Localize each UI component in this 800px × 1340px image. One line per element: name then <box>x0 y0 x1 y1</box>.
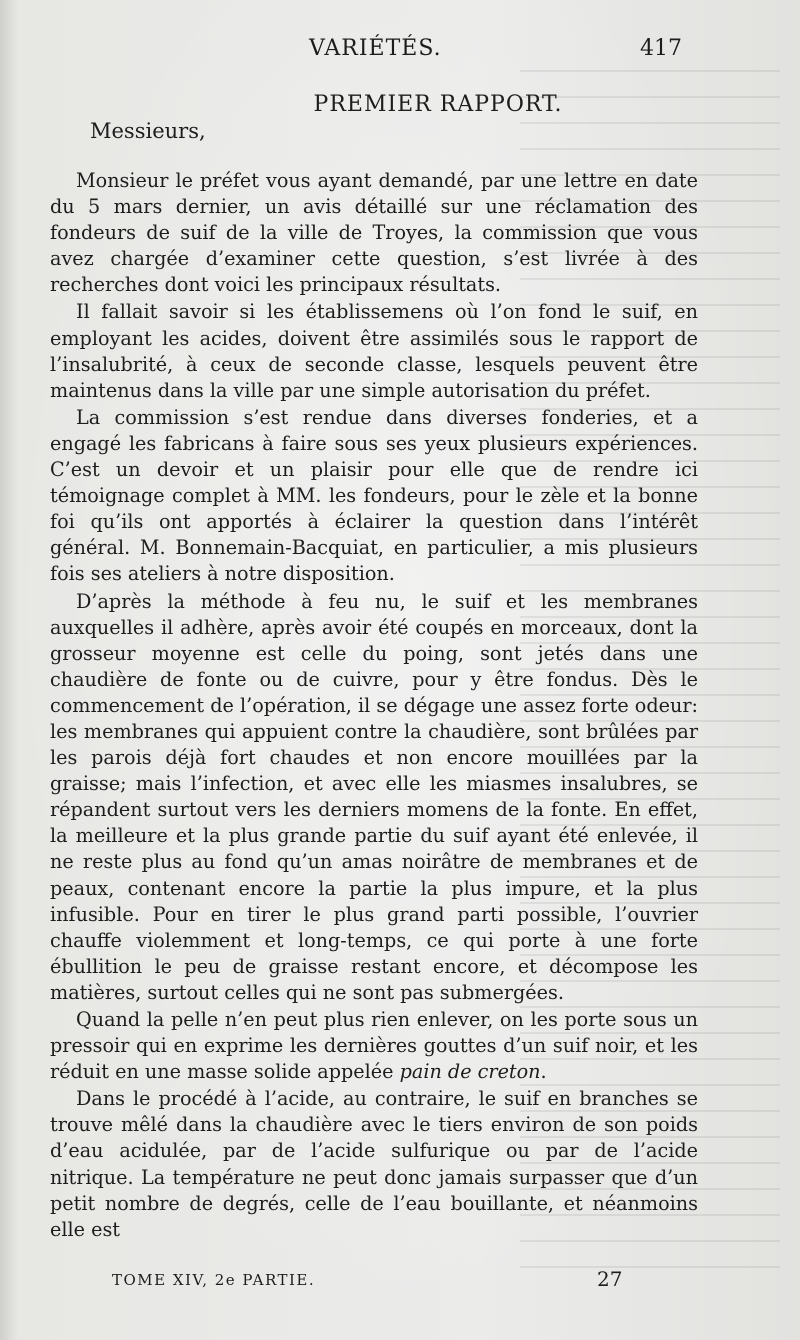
page-header <box>0 36 800 70</box>
salutation: Messieurs, <box>90 119 206 143</box>
running-title: VARIÉTÉS. <box>309 36 442 61</box>
paragraph: D’après la méthode à feu nu, le suif et les membranes auxquelles il adhère, après avoir été coupés en morceaux, dont la grosseur moyenne est celle du poing, sont jetés dans une chaudière de fonte ou de cuivre, pour y être fondus. Dès le commencement de l’opération, il se dégage une assez forte odeur: les membranes qui appuient contre la chaudière, sont brûlées par les parois déjà fort chaudes et non encore mouillées par la graisse; mais l’infection, et avec elle les miasmes insalubres, se répandent surtout vers les derniers momens de la fonte. En effet, la meilleure et la plus grande partie du suif ayant été enlevée, il ne reste plus au fond qu’un amas noirâtre de membranes et de peaux, contenant encore la partie la plus impure, et la plus infusible. Pour en tirer le plus grand parti possible, l’ouvrier chauffe violemment et long-temps, ce qui porte à une forte ébullition le peu de graisse restant encore, et décompose les matières, surtout celles qui ne sont pas submergées. <box>50 589 698 1004</box>
paragraph <box>50 1007 698 1085</box>
paragraph: Il fallait savoir si les établissemens où l’on fond le suif, en employant les acides, doivent être assimilés sous le rapport de l’insalubrité, à ceux de seconde classe, lesquels peuvent être maintenus dans la ville par une simple autorisation du préfet. <box>50 300 698 402</box>
paragraph-text: Quand la pelle n’en peut plus rien enlever, on les porte sous un pressoir qui en exprime les dernières gouttes d’un suif noir, et les réduit en une masse solide appelée <box>50 1008 698 1084</box>
paragraph: Monsieur le préfet vous ayant demandé, par une lettre en date du 5 mars dernier, un avis détaillé sur une réclamation des fondeurs de suif de la ville de Troyes, la commission que vous avez chargée d’examiner cette question, s’est livrée à des recherches dont voici les principaux résultats. <box>50 169 698 297</box>
page-footer <box>0 1267 800 1301</box>
report-title: PREMIER RAPPORT. <box>313 92 563 117</box>
paragraph-text-end: . <box>540 1060 547 1084</box>
page-number: 417 <box>640 36 682 61</box>
body-text <box>50 168 698 1244</box>
signature-number: 27 <box>597 1267 623 1291</box>
paragraph: Dans le procédé à l’acide, au contraire, le suif en branches se trouve mêlé dans la chaudière avec le tiers environ de son poids d’eau acidulée, par de l’acide sulfurique ou par de l’acide nitrique. La température ne peut donc jamais surpasser que d’un petit nombre de degrés, celle de l’eau bouillante, et néanmoins elle est <box>50 1087 698 1241</box>
italic-term: pain de creton <box>399 1060 541 1084</box>
paragraph: La commission s’est rendue dans diverses fonderies, et a engagé les fabricans à faire sous ses yeux plusieurs expériences. C’est un devoir et un plaisir pour elle que de rendre ici témoignage complet à MM. les fondeurs, pour le zèle et la bonne foi qu’ils ont apportés à éclairer la question dans l’intérêt général. M. Bonnemain-Bacquiat, en particulier, a mis plusieurs fois ses ateliers à notre disposition. <box>50 405 698 586</box>
signature-line: TOME XIV, 2e PARTIE. <box>112 1271 316 1289</box>
